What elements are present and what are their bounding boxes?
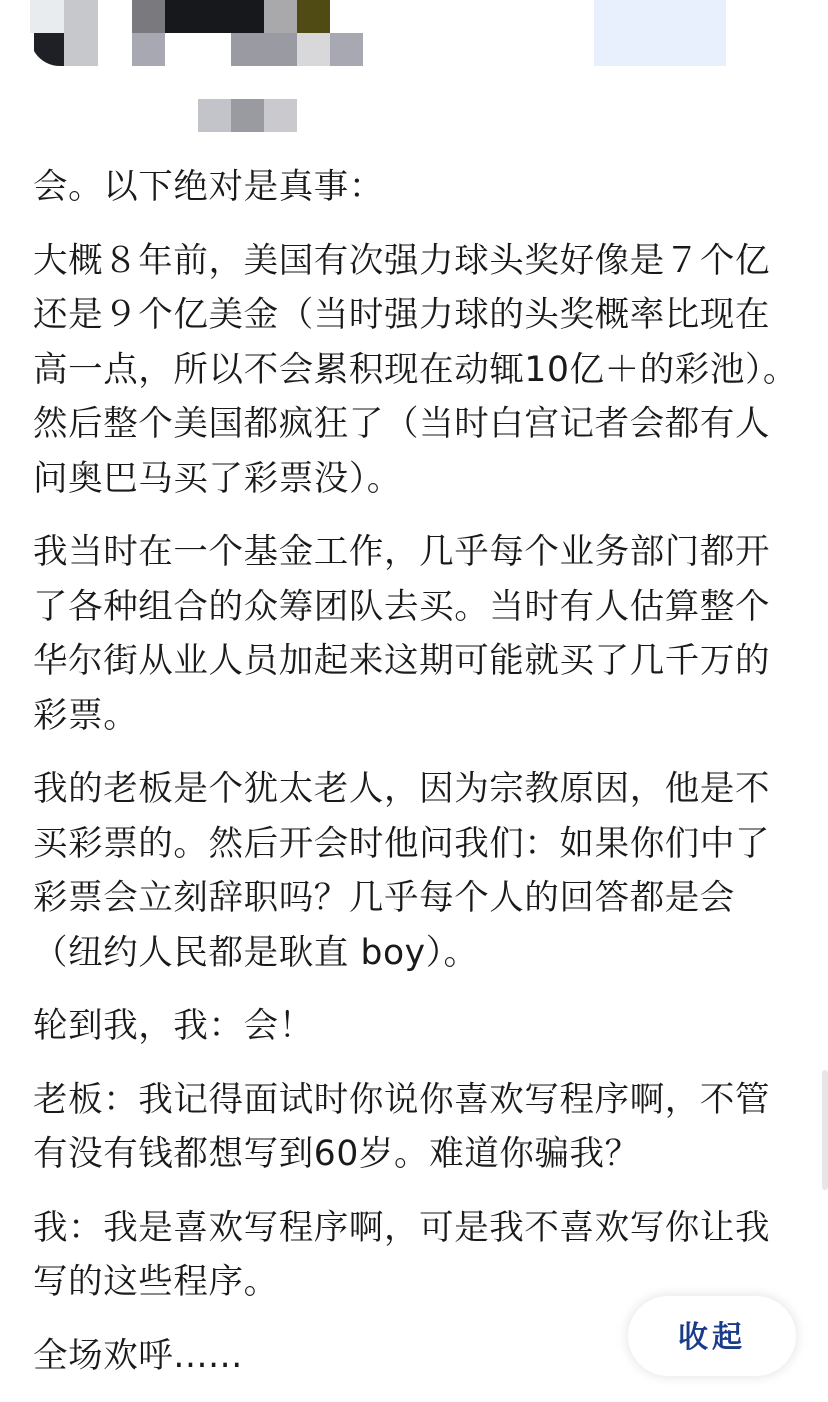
- post-paragraph: 会。以下绝对是真事：: [33, 167, 384, 207]
- redacted-pixel: [231, 33, 297, 66]
- post-paragraph: 我：我是喜欢写程序啊，可是我不喜欢写你让我写的这些程序。: [33, 1207, 771, 1302]
- post-author-header: [0, 0, 828, 140]
- avatar[interactable]: [30, 0, 98, 66]
- redacted-pixel: [297, 33, 330, 66]
- collapse-button-label: 收起: [678, 1320, 746, 1355]
- redacted-pixel: [264, 0, 297, 33]
- redacted-pixel: [132, 0, 165, 33]
- post-paragraph: 我当时在一个基金工作，几乎每个业务部门都开了各种组合的众筹团队去买。当时有人估算整个华尔街从业人员加起来这期可能就买了几千万的彩票。: [33, 532, 771, 736]
- avatar-pixel: [30, 0, 64, 33]
- post-paragraph: 大概８年前，美国有次强力球头奖好像是７个亿还是９个亿美金（当时强力球的头奖概率比现在高一点，所以不会累积现在动辄10亿＋的彩池）。然后整个美国都疯狂了（当时白宫记者会都有人问奥巴马买了彩票没）。: [33, 240, 798, 499]
- follow-button[interactable]: [594, 0, 726, 66]
- redacted-pixel: [198, 99, 231, 132]
- post-paragraph: 轮到我，我：会！: [33, 1006, 314, 1046]
- avatar-pixel: [34, 33, 64, 66]
- avatar-pixel: [64, 0, 98, 66]
- collapse-button[interactable]: [628, 1296, 796, 1376]
- redacted-pixel: [165, 0, 264, 33]
- post-paragraph: 老板：我记得面试时你说你喜欢写程序啊，不管有没有钱都想写到60岁。难道你骗我？: [33, 1079, 771, 1174]
- redacted-pixel: [132, 33, 165, 66]
- post-content: [33, 160, 803, 1402]
- scrollbar[interactable]: [822, 1070, 828, 1190]
- post-paragraph: 我的老板是个犹太老人，因为宗教原因，他是不买彩票的。然后开会时他问我们：如果你们中了彩票会立刻辞职吗？几乎每个人的回答都是会（纽约人民都是耿直 boy）。: [33, 769, 771, 973]
- redacted-pixel: [297, 0, 330, 33]
- redacted-pixel: [231, 99, 264, 132]
- redacted-pixel: [330, 33, 363, 66]
- redacted-pixel: [264, 99, 297, 132]
- post-paragraph: 全场欢呼......: [33, 1335, 243, 1376]
